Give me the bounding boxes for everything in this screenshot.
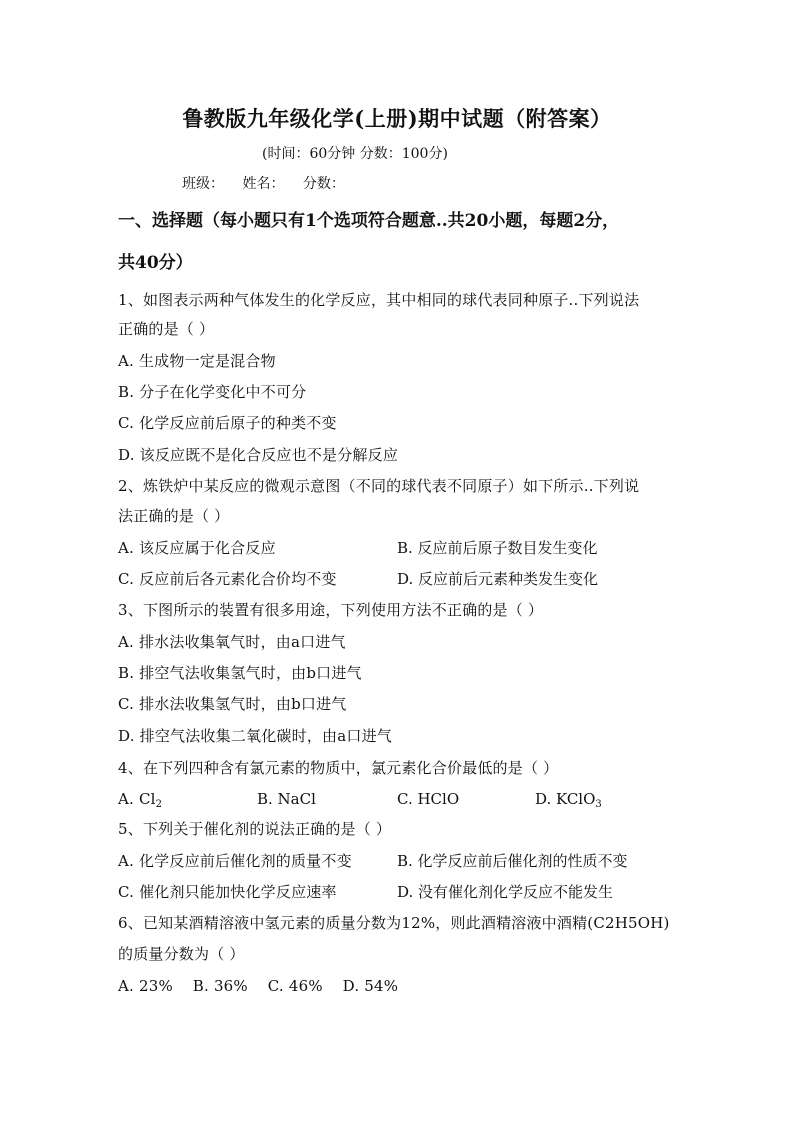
- question-3-option-a: A. 排水法收集氧气时，由a口进气: [118, 633, 346, 651]
- question-5-stem: 5、下列关于催化剂的说法正确的是（ ）: [118, 820, 392, 838]
- section-heading-line2: 共40分）: [118, 253, 193, 273]
- q4-d-text: D. KClO: [535, 790, 596, 808]
- question-2-option-d: D. 反应前后元素种类发生变化: [397, 570, 599, 588]
- score-label: 分数：: [302, 176, 345, 192]
- question-6-options: A. 23% B. 36% C. 46% D. 54%: [118, 977, 399, 995]
- question-3-option-d: D. 排空气法收集二氧化碳时，由a口进气: [118, 727, 392, 745]
- question-5-option-a: A. 化学反应前后催化剂的质量不变: [118, 852, 352, 870]
- q4-d-subscript: 3: [595, 799, 602, 810]
- question-4-option-a: [118, 788, 162, 816]
- question-1-option-a: A. 生成物一定是混合物: [118, 352, 276, 370]
- question-4-stem: 4、在下列四种含有氯元素的物质中，氯元素化合价最低的是（ ）: [118, 759, 559, 777]
- question-1-stem-line1: 1、如图表示两种气体发生的化学反应，其中相同的球代表同种原子..下列说法: [118, 291, 640, 309]
- q4-a-subscript: 2: [155, 799, 163, 810]
- question-2-stem-line1: 2、炼铁炉中某反应的微观示意图（不同的球代表不同原子）如下所示..下列说: [118, 477, 640, 495]
- question-1-option-d: D. 该反应既不是化合反应也不是分解反应: [118, 446, 399, 464]
- question-6-stem-line2: 的质量分数为（ ）: [118, 945, 245, 963]
- question-1-option-c: C. 化学反应前后原子的种类不变: [118, 414, 337, 432]
- page-title: 鲁教版九年级化学(上册)期中试题（附答案）: [182, 106, 612, 131]
- question-5-option-b: B. 化学反应前后催化剂的性质不变: [397, 852, 628, 870]
- question-3-stem: 3、下图所示的装置有很多用途，下列使用方法不正确的是（ ）: [118, 601, 544, 619]
- question-6-stem-line1: 6、已知某酒精溶液中氢元素的质量分数为12%，则此酒精溶液中酒精(C2H5OH): [118, 914, 670, 932]
- student-info: [182, 174, 359, 194]
- exam-time-score: (时间：60分钟 分数：100分): [262, 146, 448, 162]
- question-4-option-c: C. HClO: [397, 790, 460, 808]
- question-3-option-b: B. 排空气法收集氢气时，由b口进气: [118, 664, 362, 682]
- question-2-stem-line2: 法正确的是（ ）: [118, 507, 230, 525]
- question-1-stem-line2: 正确的是（ ）: [118, 320, 215, 338]
- q4-a-text: A. Cl: [118, 790, 156, 808]
- question-4-option-d: [535, 788, 602, 816]
- class-label: 班级：: [182, 176, 224, 192]
- question-1-option-b: B. 分子在化学变化中不可分: [118, 383, 307, 401]
- question-5-option-c: C. 催化剂只能加快化学反应速率: [118, 883, 337, 901]
- name-label: 姓名：: [242, 176, 285, 192]
- question-4-option-b: B. NaCl: [257, 790, 316, 808]
- question-3-option-c: C. 排水法收集氢气时，由b口进气: [118, 695, 347, 713]
- question-2-option-a: A. 该反应属于化合反应: [118, 539, 276, 557]
- question-2-option-b: B. 反应前后原子数目发生变化: [397, 539, 598, 557]
- question-5-option-d: D. 没有催化剂化学反应不能发生: [397, 883, 614, 901]
- question-2-option-c: C. 反应前后各元素化合价均不变: [118, 570, 337, 588]
- section-heading-line1: 一、选择题（每小题只有1个选项符合题意..共20小题，每题2分，: [118, 211, 620, 231]
